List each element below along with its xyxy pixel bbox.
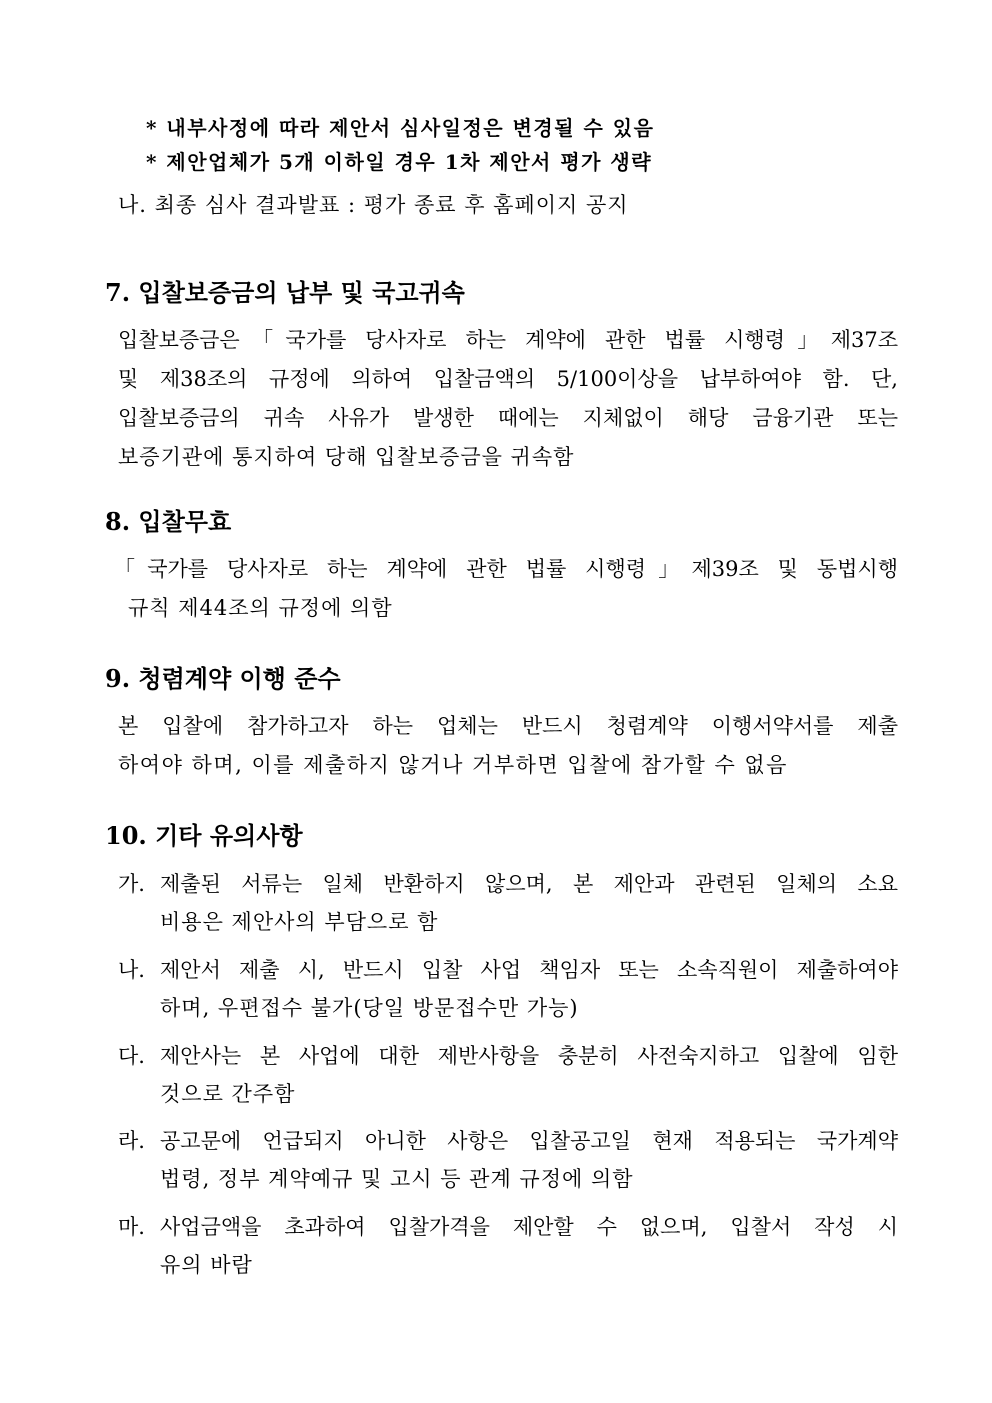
list-item-marker: 마.	[118, 1215, 145, 1239]
list-item-text: 비용은 제안사의 부담으로 함	[160, 910, 439, 934]
section-7-line: 입찰보증금은「국가를 당사자로 하는 계약에 관한 법률 시행령」제37조	[118, 328, 898, 352]
list-item-marker: 가.	[118, 872, 145, 896]
final-result-item: 나. 최종 심사 결과발표 : 평가 종료 후 홈페이지 공지	[118, 193, 629, 217]
section-7-line: 보증기관에 통지하여 당해 입찰보증금을 귀속함	[118, 445, 575, 469]
list-item-marker: 라.	[118, 1129, 145, 1153]
list-item-text: 공고문에 언급되지 아니한 사항은 입찰공고일 현재 적용되는 국가계약	[160, 1129, 898, 1153]
evaluation-skip-note: * 제안업체가 5개 이하일 경우 1차 제안서 평가 생략	[146, 150, 653, 174]
section-7-line: 및 제38조의 규정에 의하여 입찰금액의 5/100이상을 납부하여야 함. 단,	[118, 367, 898, 391]
section-8-heading: 8. 입찰무효	[105, 507, 232, 536]
section-9-heading: 9. 청렴계약 이행 준수	[105, 664, 341, 693]
list-item-marker: 다.	[118, 1044, 145, 1068]
list-item-text: 제출된 서류는 일체 반환하지 않으며, 본 제안과 관련된 일체의 소요	[160, 872, 898, 896]
section-10-heading: 10. 기타 유의사항	[105, 821, 303, 850]
section-7-heading: 7. 입찰보증금의 납부 및 국고귀속	[105, 278, 465, 307]
section-7-line: 입찰보증금의 귀속 사유가 발생한 때에는 지체없이 해당 금융기관 또는	[118, 406, 898, 430]
section-8-line: 규칙 제44조의 규정에 의함	[128, 596, 393, 620]
list-item-text: 제안사는 본 사업에 대한 제반사항을 충분히 사전숙지하고 입찰에 임한	[160, 1044, 898, 1068]
schedule-change-note: * 내부사정에 따라 제안서 심사일정은 변경될 수 있음	[146, 116, 655, 140]
list-item-text: 것으로 간주함	[160, 1082, 296, 1106]
list-item-text: 하며, 우편접수 불가(당일 방문접수만 가능)	[160, 996, 579, 1020]
section-9-line: 본 입찰에 참가하고자 하는 업체는 반드시 청렴계약 이행서약서를 제출	[118, 714, 898, 738]
list-item-text: 유의 바람	[160, 1253, 253, 1277]
list-item-text: 법령, 정부 계약예규 및 고시 등 관계 규정에 의함	[160, 1167, 634, 1191]
list-item-text: 제안서 제출 시, 반드시 입찰 사업 책임자 또는 소속직원이 제출하여야	[160, 958, 898, 982]
section-9-line: 하여야 하며, 이를 제출하지 않거나 거부하면 입찰에 참가할 수 없음	[118, 753, 788, 777]
list-item-marker: 나.	[118, 958, 145, 982]
section-8-line: 「국가를 당사자로 하는 계약에 관한 법률 시행령」제39조 및 동법시행	[114, 557, 898, 581]
list-item-text: 사업금액을 초과하여 입찰가격을 제안할 수 없으며, 입찰서 작성 시	[160, 1215, 898, 1239]
